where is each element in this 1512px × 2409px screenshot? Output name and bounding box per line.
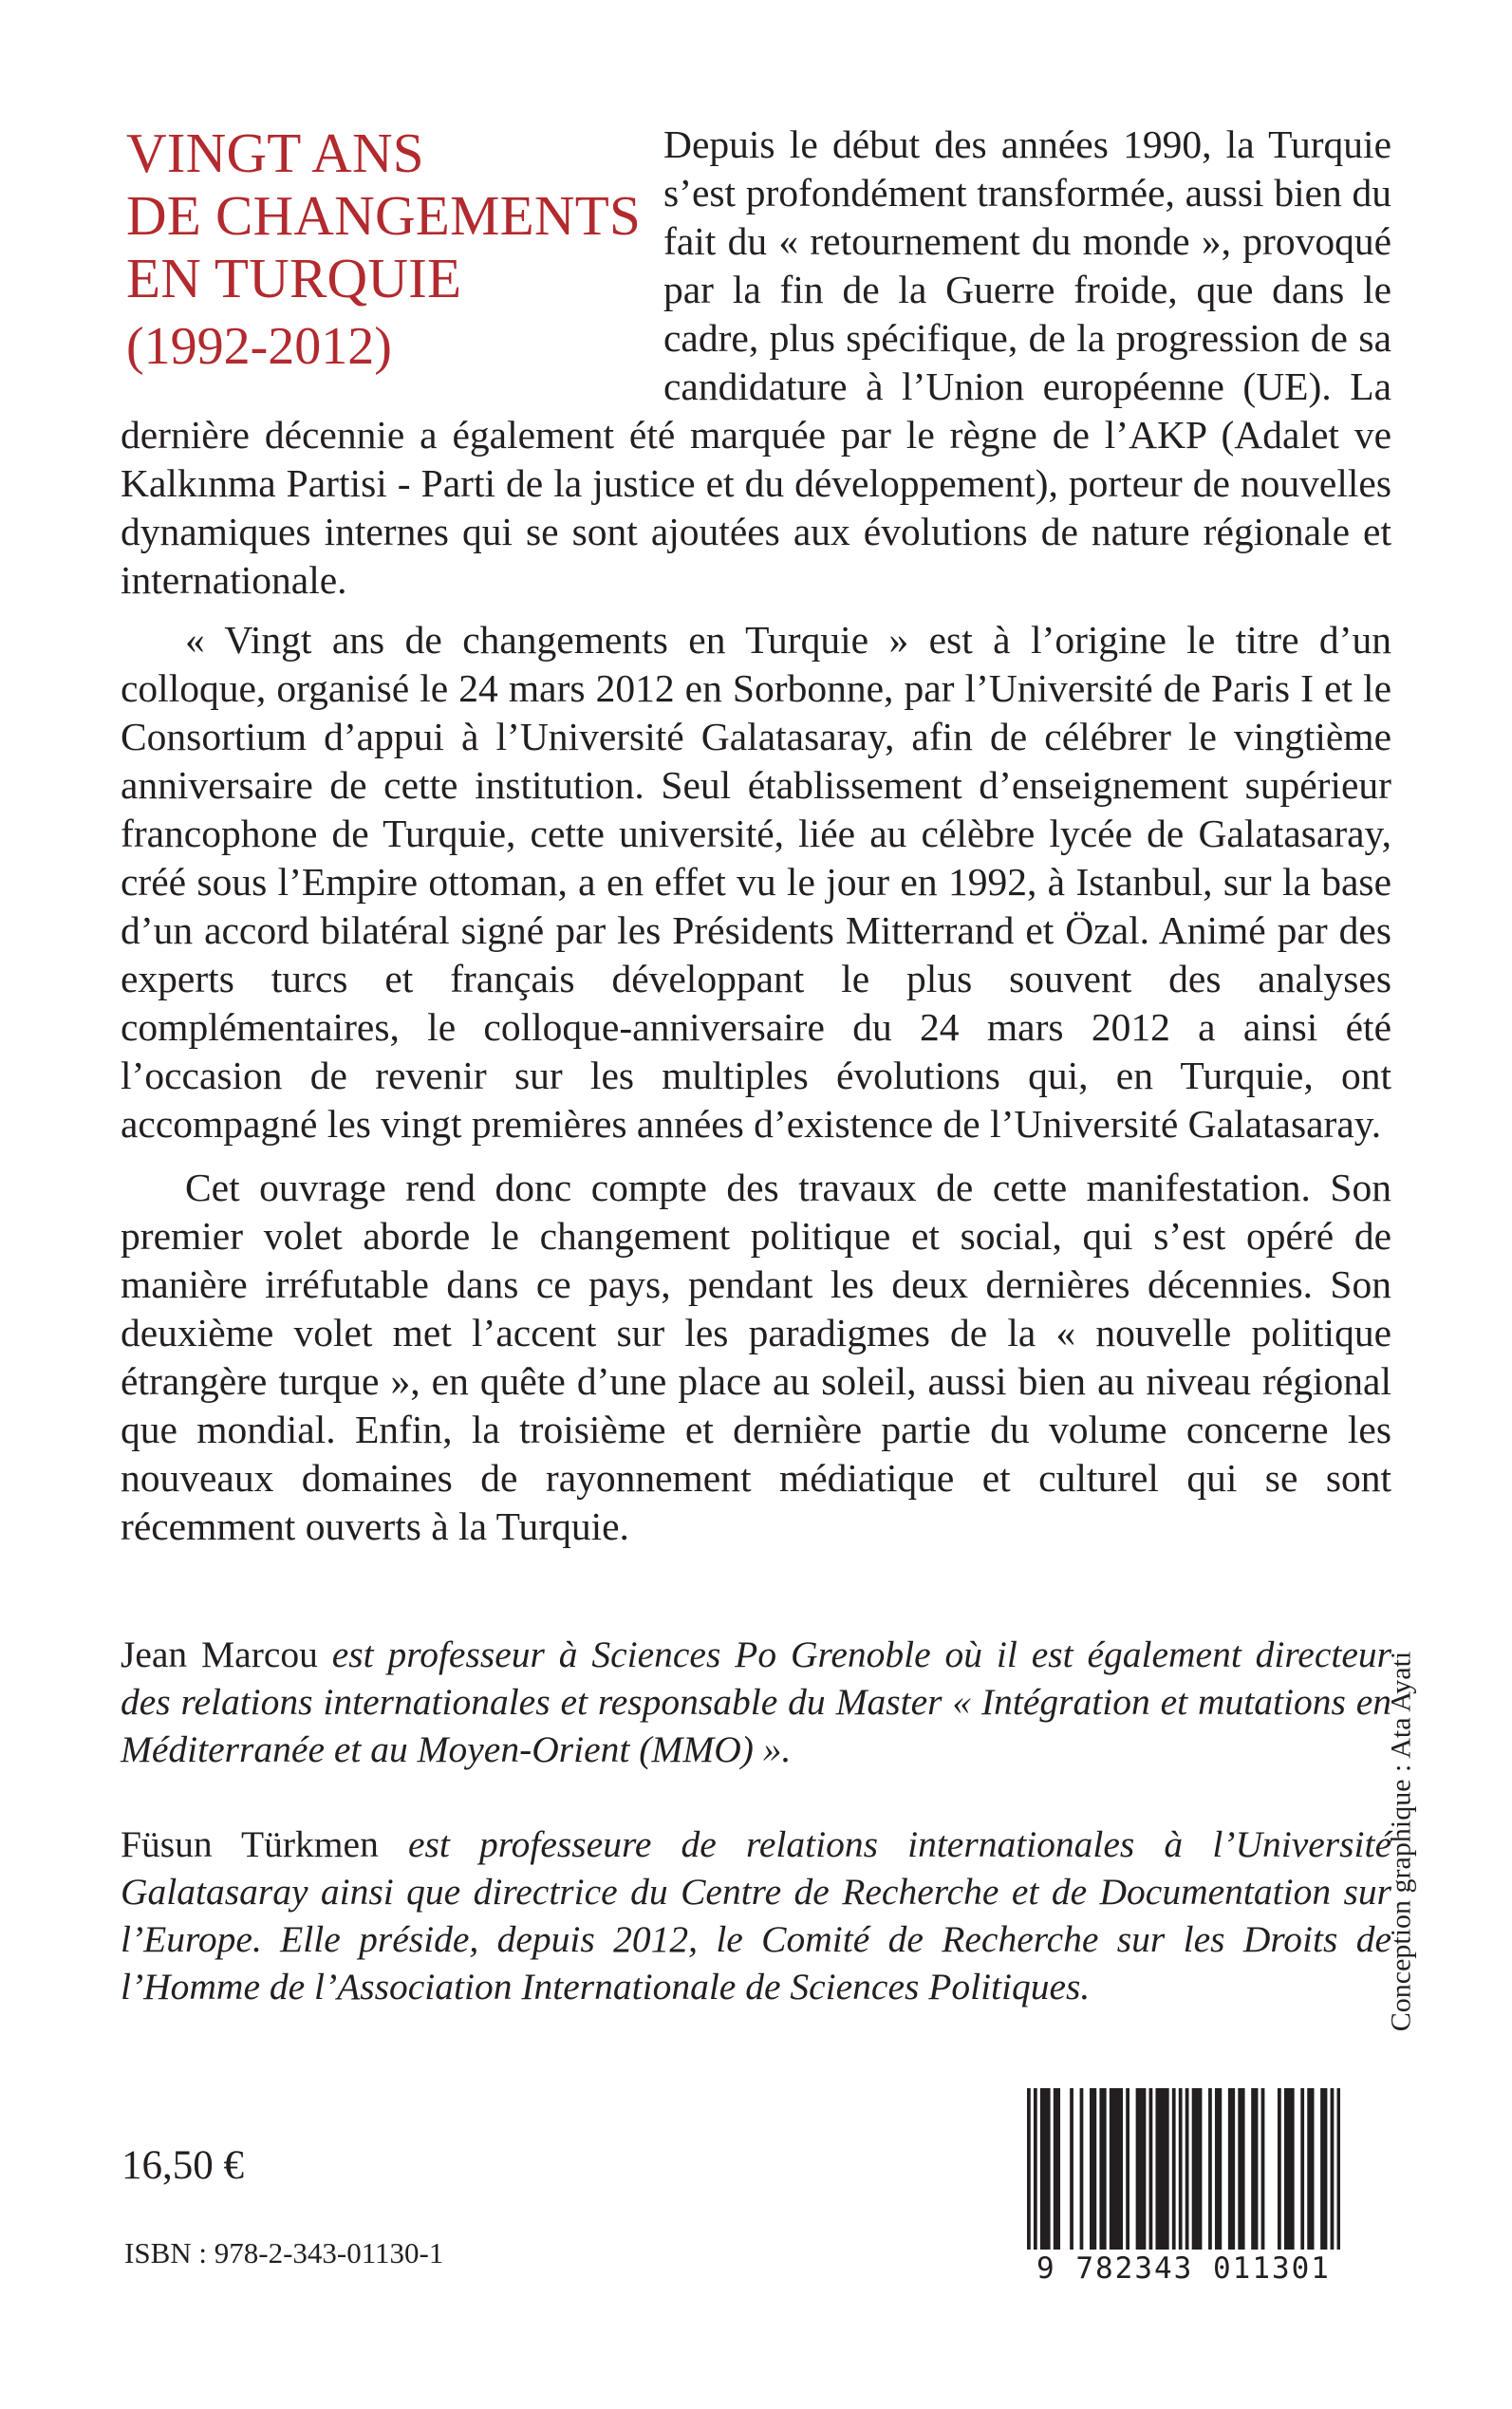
barcode-bar xyxy=(1231,2088,1235,2250)
barcode-bar xyxy=(1139,2088,1143,2250)
barcode-bar xyxy=(1092,2088,1096,2250)
price: 16,50 € xyxy=(121,2143,244,2188)
barcode-bar xyxy=(1126,2088,1129,2250)
title-years: (1992-2012) xyxy=(126,317,392,376)
barcode-bar xyxy=(1215,2088,1219,2250)
barcode-bar xyxy=(1116,2088,1120,2250)
barcode-bar xyxy=(1199,2088,1203,2250)
barcode-bar xyxy=(1241,2088,1245,2250)
barcode-bar xyxy=(1300,2088,1304,2250)
barcode-bar xyxy=(1034,2088,1037,2250)
author-name: Füsun Türkmen xyxy=(121,1823,379,1865)
barcode-bar xyxy=(1228,2088,1232,2250)
barcode-bar xyxy=(1195,2088,1199,2250)
author-name: Jean Marcou xyxy=(121,1634,318,1675)
author-bio xyxy=(121,1821,1391,2010)
barcode-bar xyxy=(1238,2088,1241,2250)
blurb-paragraph-3: Cet ouvrage rend donc compte des travaux de cette manifestation. Son premier volet aborde le changement politique et social, qui s’est opéré de manière irréfutable dans ce pays, pendant les deux dernières décennies. Son deuxième volet met l’accent sur les paradigmes de la « nouvelle politique étrangère turque », en quête d’une place au soleil, aussi bien au niveau régional que mondial. Enfin, la troisième et dernière partie du volume concerne les nouveaux domaines de rayonnement médiatique et culturel qui se sont récemment ouverts à la Turquie. xyxy=(121,1166,1391,1548)
barcode-bar xyxy=(1337,2088,1340,2250)
barcode-bar xyxy=(1143,2088,1147,2250)
barcode-bar xyxy=(1040,2088,1044,2250)
barcode-bar xyxy=(1291,2088,1295,2250)
blurb-paragraph-2: « Vingt ans de changements en Turquie » est à l’origine le titre d’un colloque, organisé le 24 mars 2012 en Sorbonne, par l’Université de Paris I et le Consortium d’appui à l’Université Galatasaray, afin de célébrer le vingtième anniversaire de cette institution. Seul établissement d’enseignement supérieur francophone de Turquie, cette université, liée au célèbre lycée de Galatasaray, créé sous l’Empire ottoman, a en effet vu le jour en 1992, à Istanbul, sur la base d’un accord bilatéral signé par les Présidents Mitterrand et Özal. Animé par des experts turcs et français développant le plus souvent des analyses complémentaires, le colloque-anniversaire du 24 mars 2012 a ainsi été l’occasion de revenir sur les multiples évolutions qui, en Turquie, ont accompagné les vingt premières années d’existence de l’Université Galatasaray. xyxy=(121,618,1391,1146)
design-credit-text: Conception graphique : Ata Ayati xyxy=(1385,1651,1417,2032)
barcode-bar xyxy=(1112,2088,1116,2250)
barcode-bar xyxy=(1159,2088,1163,2250)
author-description: est professeur à Sciences Po Grenoble où il est également directeur des relations internationales et responsable du Master « Intégration et mutations en Méditerranée et au Moyen-Orient (MMO) ». xyxy=(121,1634,1391,1770)
barcode-bar xyxy=(1027,2088,1031,2250)
barcode-bar xyxy=(1255,2088,1259,2250)
barcode-bar xyxy=(1149,2088,1153,2250)
title-line-2: DE CHANGEMENTS xyxy=(126,184,641,247)
barcode-bar xyxy=(1278,2088,1281,2250)
barcode-bar xyxy=(1284,2088,1288,2250)
barcode-bar xyxy=(1179,2088,1183,2250)
barcode-bar xyxy=(1185,2088,1189,2250)
barcode-bar xyxy=(1166,2088,1169,2250)
barcode-digits: 9 782343 011301 xyxy=(1036,2251,1331,2286)
barcode-bar xyxy=(1047,2088,1051,2250)
barcode-bar xyxy=(1331,2088,1335,2250)
barcode-bar xyxy=(1080,2088,1084,2250)
barcode-bar xyxy=(1043,2088,1047,2250)
author-description: est professeure de relations internationales à l’Université Galatasaray ainsi que directrice du Centre de Recherche et de Documentation sur l’Europe. Elle préside, depuis 2012, le Comité de Recherche sur les Droits de l’Homme de l’Association Internationale de Sciences Politiques. xyxy=(121,1823,1391,2008)
barcode-bar xyxy=(1070,2088,1073,2250)
isbn: ISBN : 978-2-343-01130-1 xyxy=(124,2236,444,2269)
title-line-1: VINGT ANS xyxy=(126,121,424,184)
barcode-bar xyxy=(1136,2088,1140,2250)
title-float-spacer xyxy=(121,121,663,411)
barcode-bar xyxy=(1311,2088,1315,2250)
barcode-bar xyxy=(1192,2088,1196,2250)
barcode-bar xyxy=(1110,2088,1113,2250)
barcode-bar xyxy=(1119,2088,1123,2250)
barcode-bar xyxy=(1208,2088,1212,2250)
title-line-3: EN TURQUIE xyxy=(126,247,462,309)
barcode-bar xyxy=(1056,2088,1060,2250)
barcode-bar xyxy=(1287,2088,1291,2250)
barcode-bar xyxy=(1261,2088,1265,2250)
blurb-paragraph-1: Depuis le début des années 1990, la Turquie s’est profondément transformée, aussi bien du fait du « retournement du monde », provoqué par la fin de la Guerre froide, que dans le cadre, plus spécifique, de la progression de sa candidature à l’Union européenne (UE). La dernière décennie a également été marquée par le règne de l’AKP (Adalet ve Kalkınma Partisi - Parti de la justice et du développement), porteur de nouvelles dynamiques internes qui se sont ajoutées aux évolutions de nature régionale et internationale. xyxy=(121,122,1391,602)
barcode-bar xyxy=(1218,2088,1222,2250)
barcode-bar xyxy=(1103,2088,1107,2250)
barcode-bar xyxy=(1324,2088,1328,2250)
author-bios xyxy=(121,1631,1391,2010)
barcode-bar xyxy=(1155,2088,1159,2250)
barcode-bar xyxy=(1172,2088,1176,2250)
author-bio xyxy=(121,1631,1391,1773)
barcode-bar xyxy=(1099,2088,1103,2250)
barcode-bar xyxy=(1090,2088,1093,2250)
barcode-bar xyxy=(1307,2088,1311,2250)
design-credit xyxy=(1374,1452,1428,2231)
barcode-bars xyxy=(1027,2088,1340,2250)
barcode-bar xyxy=(1320,2088,1324,2250)
barcode-bar xyxy=(1251,2088,1255,2250)
blurb xyxy=(121,121,1391,1551)
barcode-bar xyxy=(1054,2088,1057,2250)
barcode-bar xyxy=(1162,2088,1166,2250)
barcode xyxy=(1027,2088,1340,2297)
